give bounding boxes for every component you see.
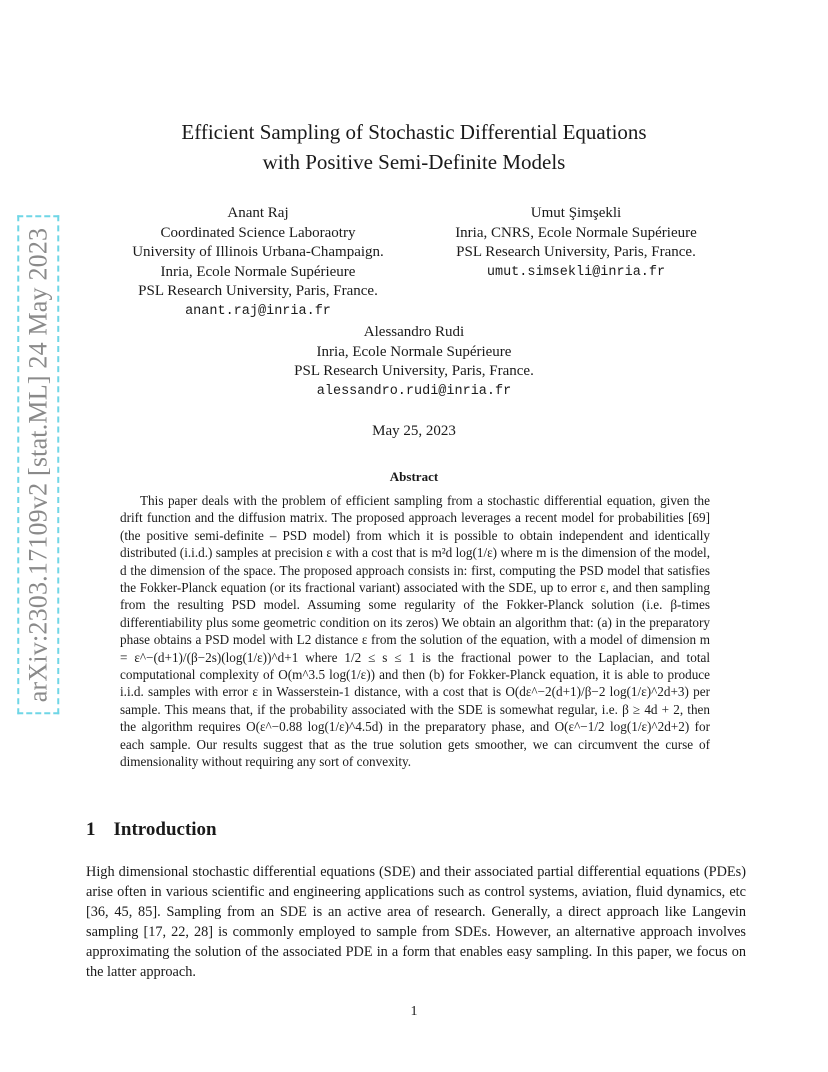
author-affiliation: Coordinated Science Laboraotry — [160, 224, 356, 241]
abstract-text: This paper deals with the problem of efficient sampling from a stochastic differential equation, given the drift function and the diffusion matrix. The proposed approach leverages a recent model for probabilities [69] (the positive semi-definite – PSD model) from which it is possible to obtain independent and identically distributed (i.i.d.) samples at precision ε with a cost that is m²d log(1/ε) where m is the dimension of the model, d the dimension of the space. The proposed approach consists in: first, computing the PSD model that satisfies the Fokker-Planck equation (or its fractional variant) associated with the SDE, up to error ε, and then sampling from the resulting PSD model. Assuming some regularity of the Fokker-Planck solution (i.e. β-times differentiability plus some geometric condition on its zeros) We obtain an algorithm that: (a) in the preparatory phase obtains a PSD model with L2 distance ε from the solution of the equation, with a model of dimension m = ε^−(d+1)/(β−2s)(log(1/ε))^d+1 where 1/2 ≤ s ≤ 1 is the fractional power to the Laplacian, and total computational complexity of O(m^3.5 log(1/ε)) and then (b) for Fokker-Planck equation, it is able to produce i.i.d. samples with error ε in Wasserstein-1 distance, with a cost that is O(dε^−2(d+1)/β−2 log(1/ε)^2d+3) per sample. This means that, if the probability associated with the SDE is somewhat regular, i.e. β ≥ 4d + 2, then the algorithm requires O(ε^−0.88 log(1/ε)^4.5d) in the preparatory phase, and O(ε^−1/2 log(1/ε)^2d+2) for each sample. Our results suggest that as the true solution gets smoother, we can circumvent the curse of dimensionality without requiring any sort of convexity. — [120, 493, 710, 770]
section-number: 1 — [86, 819, 96, 840]
page-number: 1 — [410, 1004, 418, 1019]
section-title: Introduction — [113, 819, 217, 840]
section-heading-introduction — [86, 819, 217, 841]
author-block-raj — [100, 204, 416, 321]
author-affiliation: Inria, Ecole Normale Supérieure — [316, 343, 512, 360]
author-email[interactable]: alessandro.rudi@inria.fr — [316, 383, 512, 399]
author-name: Alessandro Rudi — [363, 324, 465, 340]
abstract-heading: Abstract — [389, 469, 439, 484]
arxiv-watermark — [20, 227, 56, 703]
title-line-1: Efficient Sampling of Stochastic Differential Equations — [181, 120, 647, 144]
author-affiliation: Inria, Ecole Normale Supérieure — [160, 263, 356, 280]
introduction-text: High dimensional stochastic differential equations (SDE) and their associated partial differential equations (PDEs) arise often in various scientific and engineering applications such as control systems, aviation, fluid dynamics, etc [36, 45, 85]. Sampling from an SDE is an active area of research. Generally, a direct approach like Langevin sampling [17, 22, 28] is commonly employed to sample from SDEs. However, an alternative approach involves approximating the solution of the associated PDE in a form that enables easy sampling. In this paper, we focus on the latter approach. — [86, 864, 746, 980]
abstract-body — [120, 492, 710, 771]
author-affiliation: University of Illinois Urbana-Champaign. — [132, 244, 384, 260]
author-email[interactable]: anant.raj@inria.fr — [185, 303, 331, 319]
author-name: Anant Raj — [227, 205, 289, 221]
author-block-rudi — [214, 323, 614, 401]
paper-title — [120, 117, 708, 177]
title-line-2: with Positive Semi-Definite Models — [262, 150, 566, 174]
author-name: Umut Şimşekli — [530, 205, 622, 221]
publication-date: May 25, 2023 — [372, 423, 456, 439]
author-email[interactable]: umut.simsekli@inria.fr — [486, 264, 666, 280]
author-affiliation: PSL Research University, Paris, France. — [294, 363, 534, 379]
arxiv-id[interactable]: arXiv:2303.17109v2 [stat.ML] 24 May 2023 — [21, 220, 55, 711]
author-block-simsekli — [428, 204, 724, 282]
author-affiliation: Inria, CNRS, Ecole Normale Supérieure — [455, 224, 697, 241]
introduction-body — [86, 862, 746, 982]
author-affiliation: PSL Research University, Paris, France. — [456, 244, 696, 260]
author-affiliation: PSL Research University, Paris, France. — [138, 283, 378, 299]
